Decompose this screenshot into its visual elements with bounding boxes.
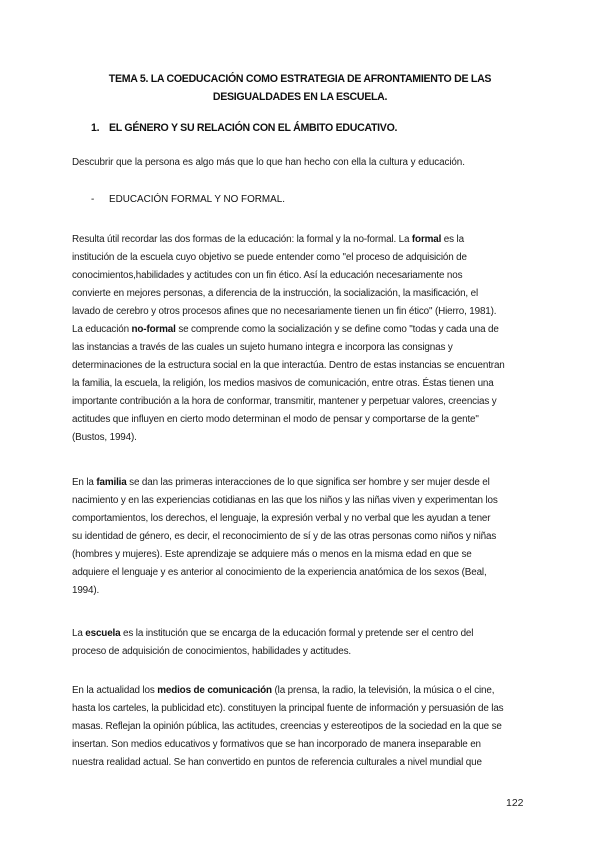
paragraph-line: masas. Reflejan la opinión pública, las actitudes, creencias y estereotipos de la sociedad en la que se <box>72 721 502 732</box>
paragraph-line: importante contribución a la hora de conformar, transmitir, mantener y perpetuar valores, creencias y <box>72 396 497 407</box>
text-run: En la <box>72 477 97 488</box>
paragraph-media <box>72 682 532 772</box>
paragraph-formal-education <box>72 231 532 447</box>
paragraph-line: (hombres y mujeres). Este aprendizaje se adquiere más o menos en la misma edad en que se <box>72 549 472 560</box>
text-run: (la prensa, la radio, la televisión, la música o el cine, <box>271 685 495 696</box>
paragraph-line: institución de la escuela cuyo objetivo se puede entender como "el proceso de adquisición de <box>72 252 467 263</box>
text-run: es la <box>441 234 464 245</box>
paragraph-line: lavado de cerebro y otros procesos afines que no necesariamente tienen un fin ético" (Hierro, 1981). <box>72 306 497 317</box>
paragraph-line: las instancias a través de las cuales un sujeto humano integra e incorpora las consignas y <box>72 342 453 353</box>
text-run: La educación <box>72 324 132 335</box>
paragraph-line <box>72 682 532 700</box>
intro-sentence: Descubrir que la persona es algo más que lo que han hecho con ella la cultura y educación. <box>72 157 465 168</box>
paragraph-line <box>72 231 532 249</box>
paragraph-school <box>72 625 532 661</box>
text-run: se dan las primeras interacciones de lo que significa ser hombre y ser mujer desde el <box>126 477 490 488</box>
bold-term-no-formal: no-formal <box>131 324 176 335</box>
title-line-1: TEMA 5. LA COEDUCACIÓN COMO ESTRATEGIA DE AFRONTAMIENTO DE LAS <box>108 73 492 85</box>
paragraph-line <box>72 474 532 492</box>
section-number: 1. <box>91 122 100 134</box>
bold-term-familia: familia <box>96 477 127 488</box>
section-label: EL GÉNERO Y SU RELACIÓN CON EL ÁMBITO EDUCATIVO. <box>109 122 398 134</box>
text-run: En la actualidad los <box>72 685 158 696</box>
title-line-2: DESIGUALDADES EN LA ESCUELA. <box>212 91 388 103</box>
paragraph-line: (Bustos, 1994). <box>72 432 137 443</box>
text-run: Resulta útil recordar las dos formas de la educación: la formal y la no-formal. La <box>72 234 412 245</box>
section-heading-1 <box>91 122 397 134</box>
paragraph-line: determinaciones de la estructura social en la que interactúa. Dentro de estas instancias se encuentran <box>72 360 505 371</box>
paragraph-line: su identidad de género, es decir, el reconocimiento de sí y de las otras personas como niños y niñas <box>72 531 497 542</box>
paragraph-line <box>72 625 532 643</box>
text-run: se comprende como la socialización y se define como "todas y cada una de <box>175 324 499 335</box>
text-run: La <box>72 628 86 639</box>
paragraph-line: la familia, la escuela, la religión, los medios masivos de comunicación, entre otras. Éstas tienen una <box>72 378 494 389</box>
paragraph-line: hasta los carteles, la publicidad etc). constituyen la principal fuente de información y persuasión de las <box>72 703 504 714</box>
subsection-label: EDUCACIÓN FORMAL Y NO FORMAL. <box>109 194 285 205</box>
paragraph-line: convierte en mejores personas, a diferencia de la instrucción, la socialización, la masificación, el <box>72 288 478 299</box>
subsection-heading <box>91 194 285 205</box>
paragraph-line: conocimientos,habilidades y actitudes con un fin ético. Así la educación necesariamente nos <box>72 270 463 281</box>
paragraph-line <box>72 321 532 339</box>
paragraph-line: adquiere el lenguaje y es anterior al conocimiento de la experiencia anatómica de los sexos (Beal, <box>72 567 487 578</box>
paragraph-line: actitudes que influyen en cierto modo determinan el modo de pensar y comportarse de la gente" <box>72 414 479 425</box>
bold-term-escuela: escuela <box>85 628 121 639</box>
paragraph-line: nacimiento y en las experiencias cotidianas en las que los niños y las niñas viven y experimentan los <box>72 495 498 506</box>
paragraph-line: nuestra realidad actual. Se han convertido en puntos de referencia culturales a nivel mundial que <box>72 757 482 768</box>
page-number: 122 <box>506 797 524 809</box>
subsection-bullet: - <box>91 194 95 205</box>
paragraph-line: proceso de adquisición de conocimientos, habilidades y actitudes. <box>72 646 351 657</box>
paragraph-line: comportamientos, los derechos, el lenguaje, la expresión verbal y no verbal que les ayudan a tener <box>72 513 491 524</box>
bold-term-medios: medios de comunicación <box>157 685 272 696</box>
text-run: es la institución que se encarga de la educación formal y pretende ser el centro del <box>120 628 474 639</box>
paragraph-line: insertan. Son medios educativos y formativos que se han incorporado de manera inseparable en <box>72 739 481 750</box>
document-title <box>80 70 520 106</box>
bold-term-formal: formal <box>411 234 442 245</box>
paragraph-family <box>72 474 532 600</box>
paragraph-line: 1994). <box>72 585 100 596</box>
